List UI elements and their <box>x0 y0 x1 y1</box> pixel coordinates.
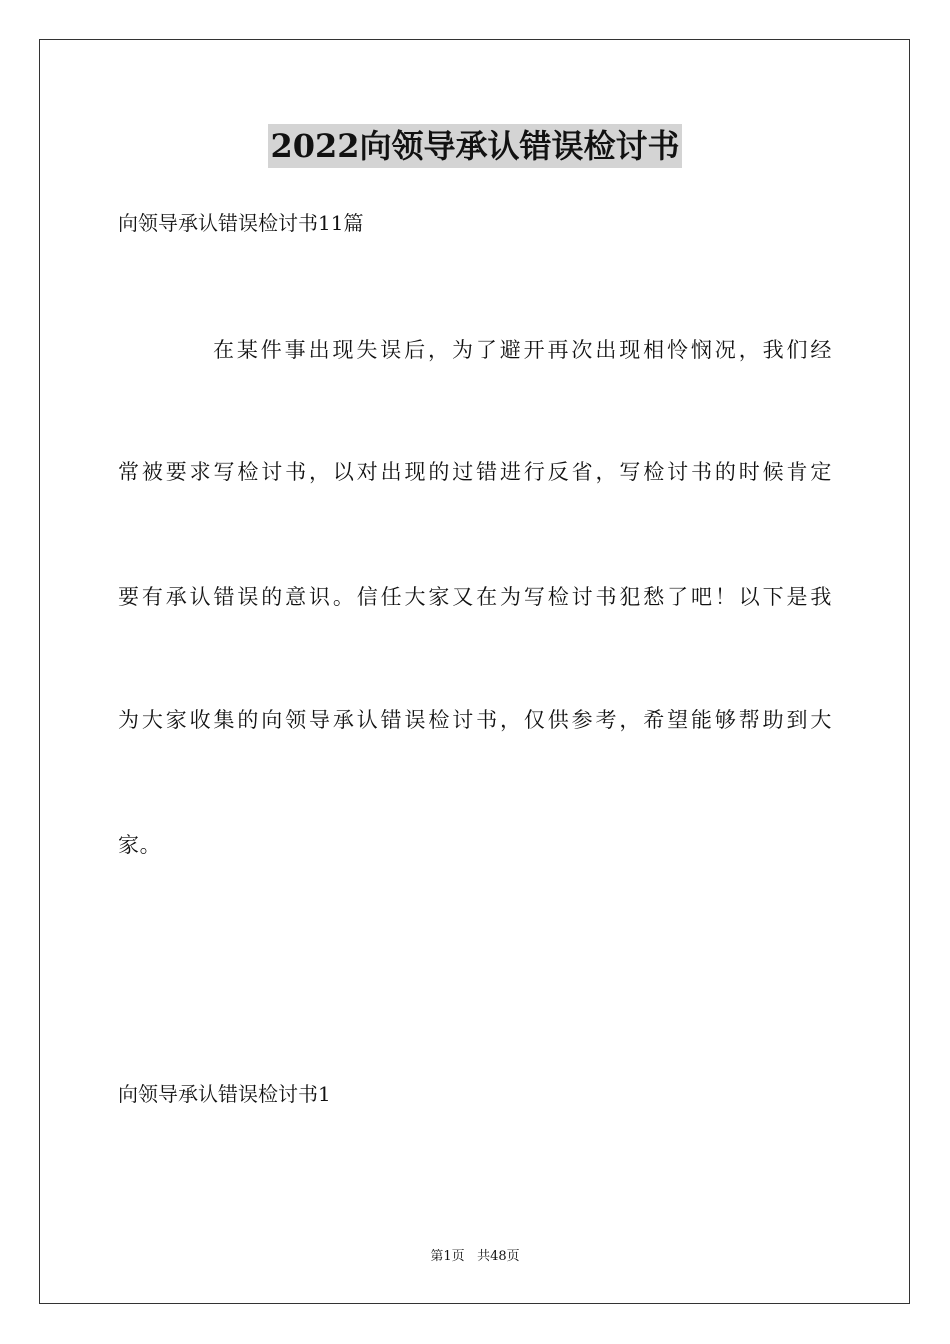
intro-paragraph-line-1: 在某件事出现失误后，为了避开再次出现相怜悯况，我们经 <box>213 338 832 362</box>
page-footer <box>0 1247 950 1267</box>
page-number-label: 第1页 <box>430 1249 465 1264</box>
intro-paragraph-line-5: 家。 <box>118 833 162 857</box>
document-subtitle: 向领导承认错误检讨书11篇 <box>118 211 364 235</box>
intro-paragraph-line-3: 要有承认错误的意识。信任大家又在为写检讨书犯愁了吧！以下是我 <box>118 585 832 609</box>
intro-paragraph-line-2: 常被要求写检讨书，以对出现的过错进行反省，写检讨书的时候肯定 <box>118 460 832 484</box>
section-heading: 向领导承认错误检讨书1 <box>118 1082 331 1106</box>
intro-paragraph-line-4: 为大家收集的向领导承认错误检讨书，仅供参考，希望能够帮助到大 <box>118 708 832 732</box>
footer-spacer <box>465 1249 477 1264</box>
title-container <box>0 124 950 168</box>
document-title: 2022向领导承认错误检讨书 <box>268 124 681 168</box>
page-total-label: 共48页 <box>477 1249 520 1264</box>
